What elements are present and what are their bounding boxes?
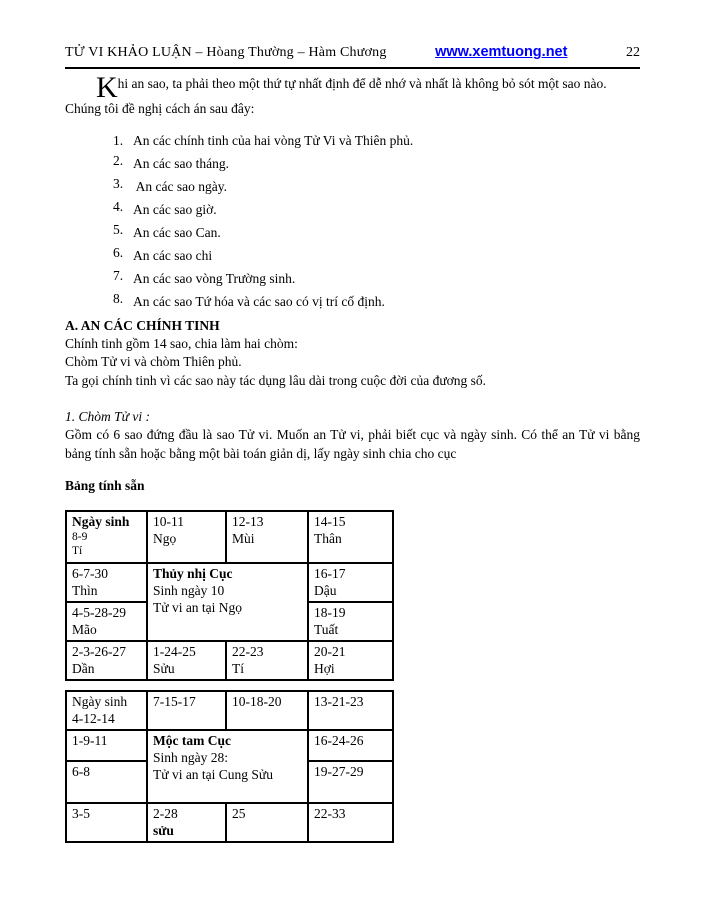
cell-line: 22-33 xyxy=(314,806,346,821)
cell-line: 14-15 xyxy=(314,514,346,529)
list-item xyxy=(113,152,640,172)
cell-line: Tử vi an tại Cung Sửu xyxy=(153,767,274,782)
cell-line: Sinh ngày 28: xyxy=(153,750,229,765)
lookup-table-thuy-nhi-cuc xyxy=(65,510,394,681)
subsection-body: Gồm có 6 sao đứng đầu là sao Tử vi. Muốn an Tử vi, phải biết cục và ngày sinh. Có thể an Tử vi bằng bảng tính sẵn hoặc bằng một bài toán giản dị, lấy ngày sinh chia cho cục xyxy=(65,427,640,461)
cell-line: 20-21 xyxy=(314,644,346,659)
table-cell xyxy=(66,691,147,730)
table-row xyxy=(66,641,393,680)
page-number: 22 xyxy=(626,45,640,60)
cell-line: Dần xyxy=(72,661,95,676)
cell-line: 1-9-11 xyxy=(72,733,108,748)
table-cell xyxy=(66,563,147,602)
cell-line: 3-5 xyxy=(72,806,90,821)
table-cell xyxy=(66,761,147,803)
table-cell xyxy=(226,511,308,563)
cell-line: 18-19 xyxy=(314,605,346,620)
drop-cap: K xyxy=(96,71,118,104)
table-cell xyxy=(66,730,147,761)
table-cell xyxy=(308,602,393,641)
cell-line: Ngày sinh xyxy=(72,694,128,709)
cell-line: 16-24-26 xyxy=(314,733,364,748)
table-title: Bảng tính sẵn xyxy=(65,478,145,493)
table-cell xyxy=(226,641,308,680)
list-item xyxy=(113,244,640,264)
cell-line: 1-24-25 xyxy=(153,644,196,659)
cell-line: Ngày sinh xyxy=(72,514,130,529)
list-item xyxy=(113,198,640,218)
table-cell xyxy=(226,691,308,730)
table-cell xyxy=(147,511,226,563)
table-cell-merged xyxy=(147,563,308,641)
table-cell xyxy=(308,761,393,803)
cell-line: 4-5-28-29 xyxy=(72,605,126,620)
table-cell xyxy=(66,602,147,641)
lookup-table-moc-tam-cuc xyxy=(65,690,394,843)
list-item-text: An các sao vòng Trường sinh. xyxy=(133,270,296,286)
cell-line: Ngọ xyxy=(153,531,177,546)
cell-line: sửu xyxy=(153,823,174,838)
cell-line: Mộc tam Cục xyxy=(153,733,231,748)
cell-line: Tí xyxy=(232,661,244,676)
table-row xyxy=(66,511,393,563)
cell-line: 10-18-20 xyxy=(232,694,282,709)
table-cell xyxy=(147,641,226,680)
table-cell xyxy=(308,563,393,602)
list-item-number: 1. xyxy=(113,132,124,148)
site-link[interactable]: www.xemtuong.net xyxy=(435,44,568,60)
cell-line: 25 xyxy=(232,806,246,821)
table-cell xyxy=(66,641,147,680)
subsection-heading: 1. Chòm Tử vi : xyxy=(65,409,150,424)
cell-line: Mùi xyxy=(232,531,255,546)
cell-line: Thân xyxy=(314,531,342,546)
table-cell xyxy=(66,803,147,842)
list-item-text: An các sao chi xyxy=(133,247,213,263)
list-item xyxy=(113,221,640,241)
table-row xyxy=(66,803,393,842)
cell-line: 22-23 xyxy=(232,644,264,659)
list-item-number: 6. xyxy=(113,244,124,260)
list-item-text: An các sao Tứ hóa và các sao có vị trí cố định. xyxy=(133,293,385,309)
list-item-number: 3. xyxy=(113,175,124,191)
cell-line: Hợi xyxy=(314,661,335,676)
cell-line: 2-28 xyxy=(153,806,178,821)
intro-text: hi an sao, ta phải theo một thứ tự nhất định để dễ nhớ và nhất là không bỏ sót một sao nào. xyxy=(117,76,607,91)
section-a-heading: A. AN CÁC CHÍNH TINH xyxy=(65,317,220,333)
steps-list xyxy=(113,132,640,310)
list-item-number: 8. xyxy=(113,290,124,306)
table-cell xyxy=(308,691,393,730)
intro-paragraph xyxy=(96,71,640,104)
list-item xyxy=(113,290,640,310)
cell-line: Sửu xyxy=(153,661,175,676)
table-cell xyxy=(226,803,308,842)
cell-line: 2-3-26-27 xyxy=(72,644,126,659)
section-a-line: Chính tinh gồm 14 sao, chia làm hai chòm: xyxy=(65,335,298,351)
document-title: TỬ VI KHẢO LUẬN – Hòang Thường – Hàm Chương xyxy=(65,45,387,60)
list-item-number: 2. xyxy=(113,152,124,168)
table-cell xyxy=(147,803,226,842)
cell-line: Sinh ngày 10 xyxy=(153,583,225,598)
table-cell xyxy=(66,511,147,563)
proposal-line: Chúng tôi đề nghị cách án sau đây: xyxy=(65,101,255,116)
list-item-number: 7. xyxy=(113,267,124,283)
cell-line: 4-12-14 xyxy=(72,711,115,726)
list-item xyxy=(113,267,640,287)
list-item-text: An các sao ngày. xyxy=(133,178,227,194)
cell-line: 7-15-17 xyxy=(153,694,196,709)
cell-line: 16-17 xyxy=(314,566,346,581)
cell-line: 6-7-30 xyxy=(72,566,108,581)
page-header xyxy=(65,44,640,61)
cell-line: 6-8 xyxy=(72,764,90,779)
cell-line: 13-21-23 xyxy=(314,694,364,709)
table-cell xyxy=(308,803,393,842)
list-item-text: An các sao Can. xyxy=(133,224,221,240)
cell-line: 8-9 xyxy=(72,531,88,543)
header-rule xyxy=(65,67,640,69)
list-item-text: An các sao tháng. xyxy=(133,155,229,171)
cell-line: Tử vi an tại Ngọ xyxy=(153,600,243,615)
cell-line: Mão xyxy=(72,622,97,637)
list-item-text: An các sao giờ. xyxy=(133,201,217,217)
list-item-number: 5. xyxy=(113,221,124,237)
table-row xyxy=(66,563,393,602)
table-cell xyxy=(308,641,393,680)
table-cell xyxy=(308,730,393,761)
list-item-text: An các chính tinh của hai vòng Tử Vi và Thiên phủ. xyxy=(133,132,414,148)
section-a-line: Ta gọi chính tinh vì các sao này tác dụng lâu dài trong cuộc đời của đương số. xyxy=(65,372,487,388)
table-cell-merged xyxy=(147,730,308,803)
list-item xyxy=(113,132,640,149)
list-item-number: 4. xyxy=(113,198,124,214)
cell-line: Thủy nhị Cục xyxy=(153,566,233,581)
cell-line: Tuất xyxy=(314,622,339,637)
table-row xyxy=(66,730,393,761)
table-cell xyxy=(308,511,393,563)
section-a-line: Chòm Tử vi và chòm Thiên phủ. xyxy=(65,354,242,369)
table-cell xyxy=(147,691,226,730)
cell-line: 19-27-29 xyxy=(314,764,364,779)
cell-line: 10-11 xyxy=(153,514,184,529)
cell-line: 12-13 xyxy=(232,514,264,529)
cell-line: Tí xyxy=(72,545,83,557)
list-item xyxy=(113,175,640,195)
cell-line: Thìn xyxy=(72,583,98,598)
table-row xyxy=(66,691,393,730)
cell-line: Dậu xyxy=(314,583,337,598)
